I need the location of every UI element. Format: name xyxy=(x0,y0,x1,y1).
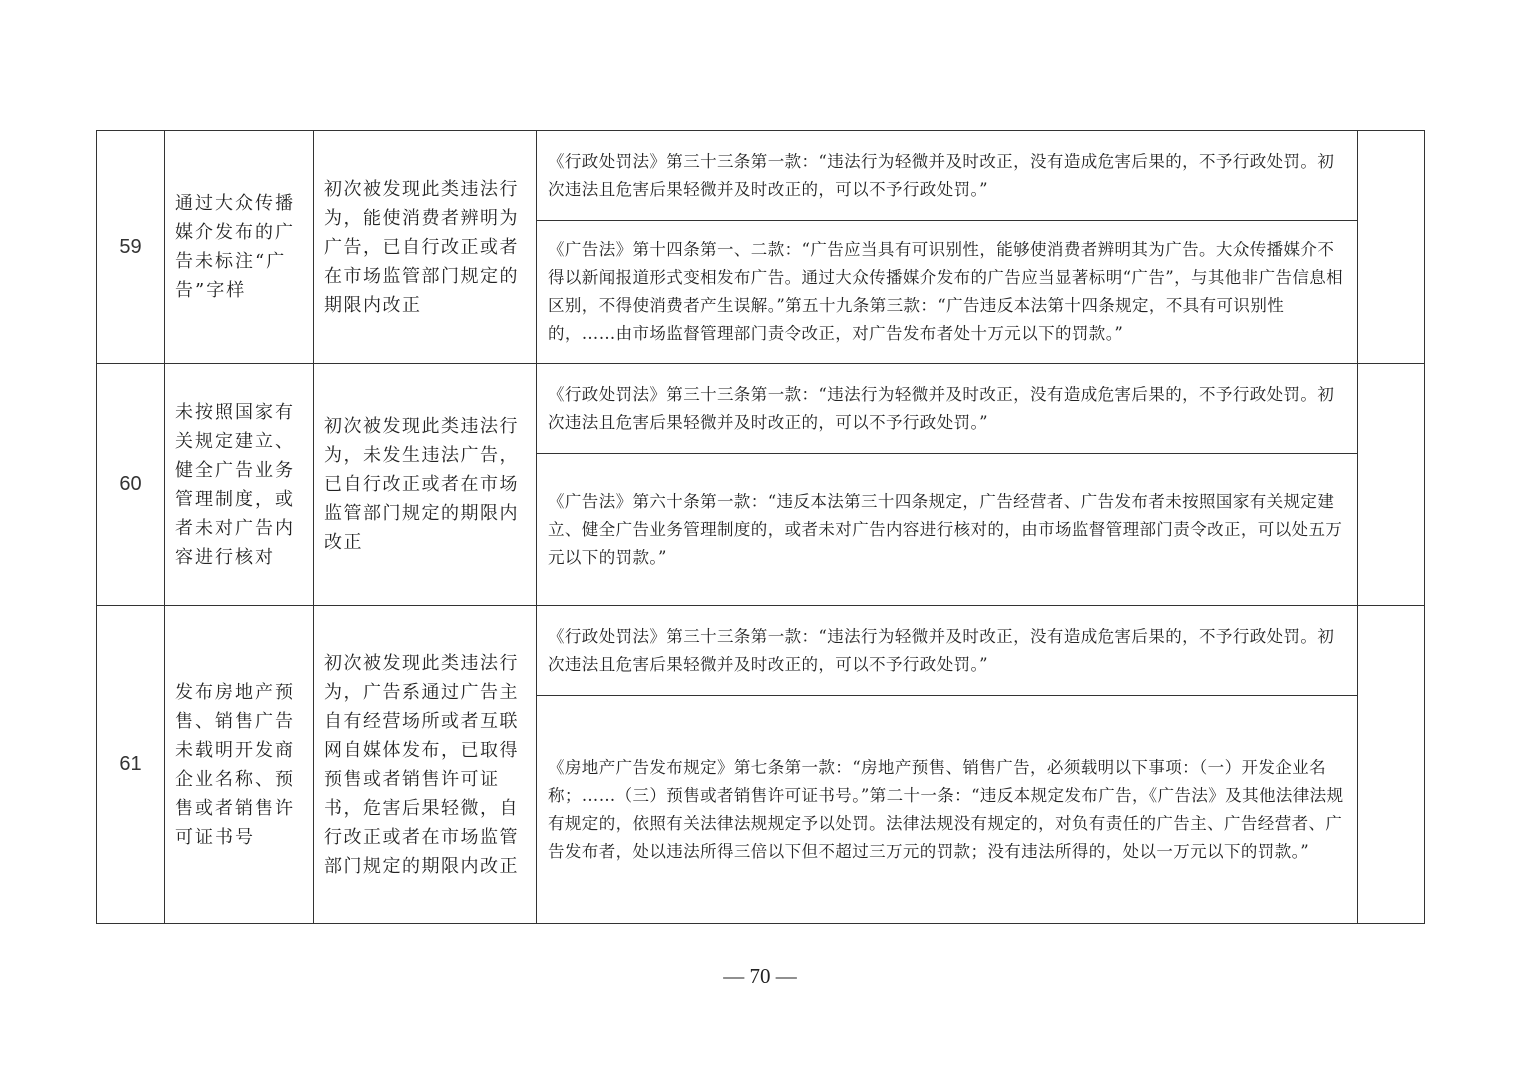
exemption-condition: 初次被发现此类违法行为，未发生违法广告，已自行改正或者在市场监管部门规定的期限内改正 xyxy=(314,364,537,606)
row-number: 61 xyxy=(97,606,165,924)
note-cell xyxy=(1358,131,1425,364)
table-row xyxy=(97,606,1425,696)
violation-item: 通过大众传播媒介发布的广告未标注“广告”字样 xyxy=(165,131,314,364)
legal-basis: 《行政处罚法》第三十三条第一款：“违法行为轻微并及时改正，没有造成危害后果的，不予行政处罚。初次违法且危害后果轻微并及时改正的，可以不予行政处罚。” xyxy=(537,131,1358,221)
violation-item: 发布房地产预售、销售广告未载明开发商企业名称、预售或者销售许可证书号 xyxy=(165,606,314,924)
note-cell xyxy=(1358,364,1425,606)
legal-basis: 《广告法》第六十条第一款：“违反本法第三十四条规定，广告经营者、广告发布者未按照国家有关规定建立、健全广告业务管理制度的，或者未对广告内容进行核对的，由市场监督管理部门责令改正，可以处五万元以下的罚款。” xyxy=(537,454,1358,606)
row-number: 60 xyxy=(97,364,165,606)
legal-basis: 《行政处罚法》第三十三条第一款：“违法行为轻微并及时改正，没有造成危害后果的，不予行政处罚。初次违法且危害后果轻微并及时改正的，可以不予行政处罚。” xyxy=(537,364,1358,454)
exemption-condition: 初次被发现此类违法行为，能使消费者辨明为广告，已自行改正或者在市场监管部门规定的期限内改正 xyxy=(314,131,537,364)
violation-item: 未按照国家有关规定建立、健全广告业务管理制度，或者未对广告内容进行核对 xyxy=(165,364,314,606)
note-cell xyxy=(1358,606,1425,924)
exemption-condition: 初次被发现此类违法行为，广告系通过广告主自有经营场所或者互联网自媒体发布，已取得预售或者销售许可证书，危害后果轻微，自行改正或者在市场监管部门规定的期限内改正 xyxy=(314,606,537,924)
row-number: 59 xyxy=(97,131,165,364)
table-row xyxy=(97,131,1425,221)
measures-table xyxy=(96,130,1425,924)
page-number: — 70 — xyxy=(723,964,797,988)
table-row xyxy=(97,364,1425,454)
legal-basis: 《广告法》第十四条第一、二款：“广告应当具有可识别性，能够使消费者辨明其为广告。大众传播媒介不得以新闻报道形式变相发布广告。通过大众传播媒介发布的广告应当显著标明“广告”，与其他非广告信息相区别，不得使消费者产生误解。”第五十九条第三款：“广告违反本法第十四条规定，不具有可识别性的，……由市场监督管理部门责令改正，对广告发布者处十万元以下的罚款。” xyxy=(537,221,1358,364)
legal-basis: 《行政处罚法》第三十三条第一款：“违法行为轻微并及时改正，没有造成危害后果的，不予行政处罚。初次违法且危害后果轻微并及时改正的，可以不予行政处罚。” xyxy=(537,606,1358,696)
legal-basis: 《房地产广告发布规定》第七条第一款：“房地产预售、销售广告，必须载明以下事项：（一）开发企业名称；……（三）预售或者销售许可证书号。”第二十一条：“违反本规定发布广告，《广告法》及其他法律法规有规定的，依照有关法律法规规定予以处罚。法律法规没有规定的，对负有责任的广告主、广告经营者、广告发布者，处以违法所得三倍以下但不超过三万元的罚款；没有违法所得的，处以一万元以下的罚款。” xyxy=(537,696,1358,924)
